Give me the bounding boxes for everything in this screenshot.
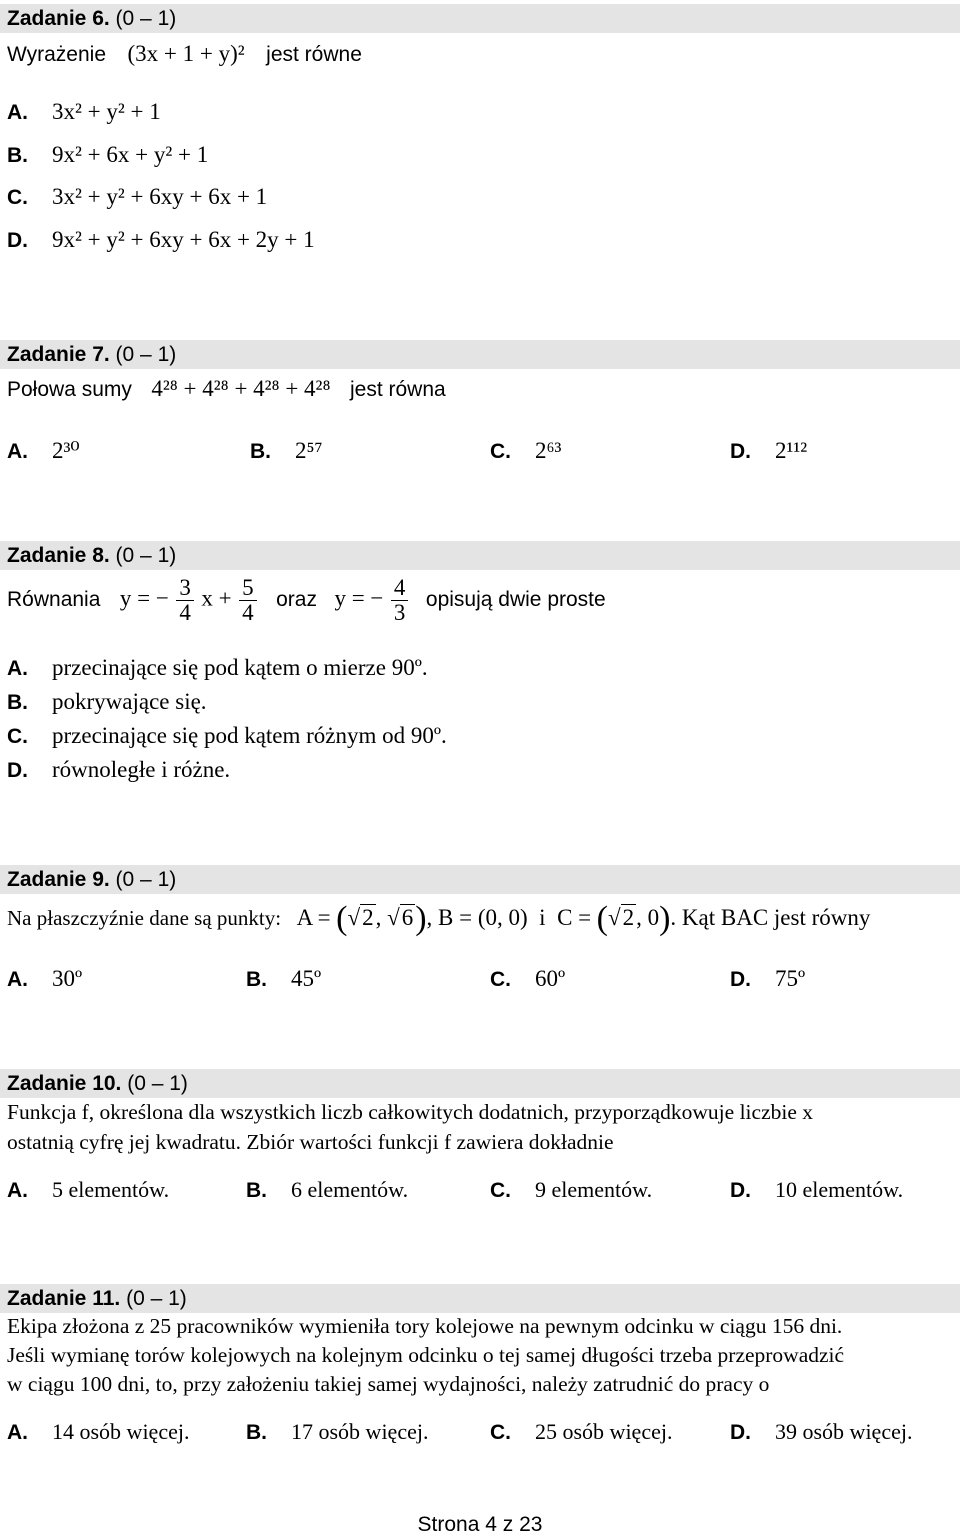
task-7-option-b[interactable]: B. 2⁵⁷ xyxy=(250,438,323,463)
task-8-option-c[interactable]: C. przecinające się pod kątem różnym od 90º. xyxy=(7,723,447,748)
task-8-fraction-4-3: $\frac{4}{3}$ xyxy=(391,576,409,625)
task-10 xyxy=(0,1069,960,1098)
page-number: Strona 4 z 23 xyxy=(417,1513,543,1536)
task-6-option-b[interactable]: B. 9x² + 6x + y² + 1 xyxy=(7,142,209,167)
task-10-header: Zadanie 10. (0 – 1) xyxy=(0,1069,960,1098)
task-9-header: Zadanie 9. (0 – 1) xyxy=(0,865,960,894)
task-6-option-d[interactable]: D. 9x² + y² + 6xy + 6x + 2y + 1 xyxy=(7,227,315,252)
task-8-fraction-3-4: $\frac{3}{4}$ xyxy=(176,576,194,625)
task-6 xyxy=(0,4,960,33)
task-11-line-2: Jeśli wymianę torów kolejowych na kolejnym odcinku o tej samej długości trzeba przeprowadzić xyxy=(7,1343,845,1367)
task-11-header: Zadanie 11. (0 – 1) xyxy=(0,1284,960,1313)
task-6-expression: (3x + 1 + y)² xyxy=(127,41,245,66)
task-6-option-a[interactable]: A. 3x² + y² + 1 xyxy=(7,99,161,124)
task-10-option-b[interactable]: B. 6 elementów. xyxy=(246,1177,409,1202)
task-9-question: Na płaszczyźnie dane są punkty: A = (√2, √6), B = (0, 0) i C = (√2, 0). Kąt BAC jest równy xyxy=(7,900,871,937)
task-6-header: Zadanie 6. (0 – 1) xyxy=(0,4,960,33)
task-7 xyxy=(0,340,960,369)
task-8-option-d[interactable]: D. równoległe i różne. xyxy=(7,757,231,782)
task-7-option-d[interactable]: D. 2¹¹² xyxy=(730,438,808,463)
task-10-line-2: ostatnią cyfrę jej kwadratu. Zbiór wartości funkcji f zawiera dokładnie xyxy=(7,1130,614,1154)
task-11-option-a[interactable]: A. 14 osób więcej. xyxy=(7,1419,190,1444)
task-11-option-c[interactable]: C. 25 osób więcej. xyxy=(490,1419,673,1444)
task-9-option-c[interactable]: C. 60º xyxy=(490,966,566,991)
task-11-option-b[interactable]: B. 17 osób więcej. xyxy=(246,1419,429,1444)
task-7-option-a[interactable]: A. 2³⁰ xyxy=(7,438,80,463)
task-7-question: Połowa sumy 4²⁸ + 4²⁸ + 4²⁸ + 4²⁸ jest równa xyxy=(7,376,446,401)
task-11-line-1: Ekipa złożona z 25 pracowników wymieniła tory kolejowe na pewnym odcinku w ciągu 156 dni. xyxy=(7,1314,843,1338)
task-8-option-b[interactable]: B. pokrywające się. xyxy=(7,689,207,714)
task-10-line-1: Funkcja f, określona dla wszystkich liczb całkowitych dodatnich, przyporządkowuje liczbie x xyxy=(7,1100,813,1124)
task-8-fraction-5-4: $\frac{5}{4}$ xyxy=(239,576,257,625)
task-10-option-a[interactable]: A. 5 elementów. xyxy=(7,1177,170,1202)
task-6-option-c[interactable]: C. 3x² + y² + 6xy + 6x + 1 xyxy=(7,184,268,209)
task-8-header: Zadanie 8. (0 – 1) xyxy=(0,541,960,570)
task-10-option-c[interactable]: C. 9 elementów. xyxy=(490,1177,653,1202)
task-7-option-c[interactable]: C. 2⁶³ xyxy=(490,438,562,463)
task-10-option-d[interactable]: D. 10 elementów. xyxy=(730,1177,904,1202)
task-8-question: Równania y = − $\frac{3}{4}$ x + $\frac{5}{4}$ oraz y = − $\frac{4}{3}$ opisują dwie proste xyxy=(7,575,606,625)
task-9-option-a[interactable]: A. 30º xyxy=(7,966,83,991)
task-11 xyxy=(0,1284,960,1313)
task-8 xyxy=(0,541,960,570)
task-11-option-d[interactable]: D. 39 osób więcej. xyxy=(730,1419,913,1444)
task-6-question: Wyrażenie (3x + 1 + y)² jest równe xyxy=(7,41,362,66)
task-7-expression: 4²⁸ + 4²⁸ + 4²⁸ + 4²⁸ xyxy=(151,376,331,401)
task-8-option-a[interactable]: A. przecinające się pod kątem o mierze 90º. xyxy=(7,655,428,680)
task-9-option-d[interactable]: D. 75º xyxy=(730,966,806,991)
task-9-option-b[interactable]: B. 45º xyxy=(246,966,322,991)
task-7-header: Zadanie 7. (0 – 1) xyxy=(0,340,960,369)
task-9 xyxy=(0,865,960,894)
task-11-line-3: w ciągu 100 dni, to, przy założeniu takiej samej wydajności, należy zatrudnić do pracy o xyxy=(7,1372,770,1396)
